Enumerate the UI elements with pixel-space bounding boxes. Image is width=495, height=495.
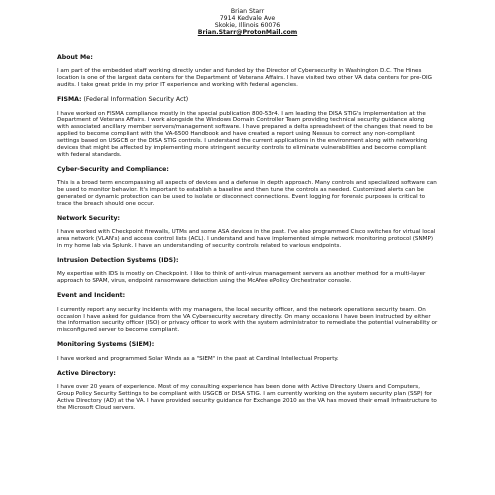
section-heading <box>57 341 438 348</box>
section-cyber-security <box>57 166 438 208</box>
section-body: I currently report any security incidents with my managers, the local security officer, and the network operations security team. On occasion I have asked for guidance from the VA Cybersecurity secretary directly. On many occasions I have been instructed by either the information security officer (ISO) or privacy officer to work with the system administrator to remediate the potential vulnerability or misconfigured server to become compliant. <box>57 306 438 334</box>
section-heading <box>57 54 438 61</box>
contact-city: Skokie, Illinois 60076 <box>214 22 281 29</box>
contact-street: 7914 Kedvale Ave <box>219 15 276 22</box>
section-title: Network Security: <box>57 214 120 222</box>
section-ids <box>57 257 438 285</box>
section-heading <box>57 257 438 264</box>
section-body: I have worked with Checkpoint firewalls, UTMs and some ASA devices in the past. I've also programmed Cisco switches for virtual local area network (VLAN's) and access control lists (ACL). I understand and have implemented simple network monitoring protocol (SNMP) in my home lab via Splunk. I have an understanding of security controls related to various endpoints. <box>57 229 436 250</box>
section-title: Cyber-Security and Compliance: <box>57 165 169 173</box>
section-title: FISMA: <box>57 96 82 104</box>
section-siem <box>57 341 438 362</box>
section-active-directory <box>57 370 438 412</box>
section-heading <box>57 292 438 299</box>
section-heading <box>57 370 438 377</box>
contact-email-link[interactable]: Brian.Starr@ProtonMail.com <box>197 29 298 36</box>
section-title: Intrusion Detection Systems (IDS): <box>57 257 179 265</box>
section-title: Monitoring Systems (SIEM): <box>57 341 155 349</box>
section-heading <box>57 166 438 173</box>
section-title: About Me: <box>57 54 93 61</box>
section-heading <box>57 215 438 222</box>
section-fisma <box>57 96 438 159</box>
section-body: I have worked on FISMA compliance mostly in the special publication 800-53r4. I am leading the DISA STIG's implementation at the Department of Veterans Affairs. I work alongside the Windows Domain Controller Team providing technical security guidance along with associated ancillary member servers/management software. I have prepared a delta spreadsheet of the changes that need to be applied to become compliant with the VA-6500 Handbook and have created a report using Nessus to correct any non-compliant settings based on USGCB or the DISA STIG controls. I understand the current applications in the environment along with networking devices that might be affected by implementing more stringent security controls to eliminate vulnerabilities and become compliant with federal standards. <box>57 110 433 158</box>
section-title: Event and Incident: <box>57 292 126 300</box>
section-body: I have over 20 years of experience. Most of my consulting experience has been done with Active Directory Users and Computers, Group Policy Security Settings to be compliant with USGCB or DISA STIG. I am currently working on the system security plan (SSP) for Active Directory (AD) at the VA. I have provided security guidance for Exchange 2010 as the VA has moved their email infrastructure to the Microsoft Cloud servers. <box>57 384 437 411</box>
section-event-incident <box>57 292 438 334</box>
section-body: My expertise with IDS is mostly on Checkpoint. I like to think of anti-virus management servers as another method for a multi-layer approach to SPAM, virus, endpoint ransomware detection using the McAfee ePolicy Orchestrator console. <box>57 271 426 285</box>
section-body: I have worked and programmed Solar Winds as a "SIEM" in the past at Cardinal Intellectual Property. <box>57 355 339 362</box>
section-body: I am part of the embedded staff working directly under and funded by the Director of Cybersecurity in Washington D.C. The Hines location is one of the largest data centers for the Department of Veterans Affairs. I have visited two other VA data centers for pre-OIG audits. I take great pride in my prior IT experience and working with federal agencies. <box>57 68 432 89</box>
section-heading <box>57 96 438 103</box>
section-body: This is a broad term encompassing all aspects of devices and a defense in depth approach. Many controls and specialized software can be used to monitor behavior. It's important to establish a baseline and then tune the controls as needed. Customized alerts can be generated or dynamic protection can be used to isolate or disconnect connections. Event logging for forensic purposes is critical to trace the breach should one occur. <box>57 180 437 207</box>
section-network-security <box>57 215 438 250</box>
section-subtitle: (Federal Information Security Act) <box>81 96 189 104</box>
contact-block <box>57 8 438 36</box>
contact-name: Brian Starr <box>230 8 265 15</box>
section-about-me <box>57 54 438 89</box>
section-title: Active Directory: <box>57 369 116 377</box>
